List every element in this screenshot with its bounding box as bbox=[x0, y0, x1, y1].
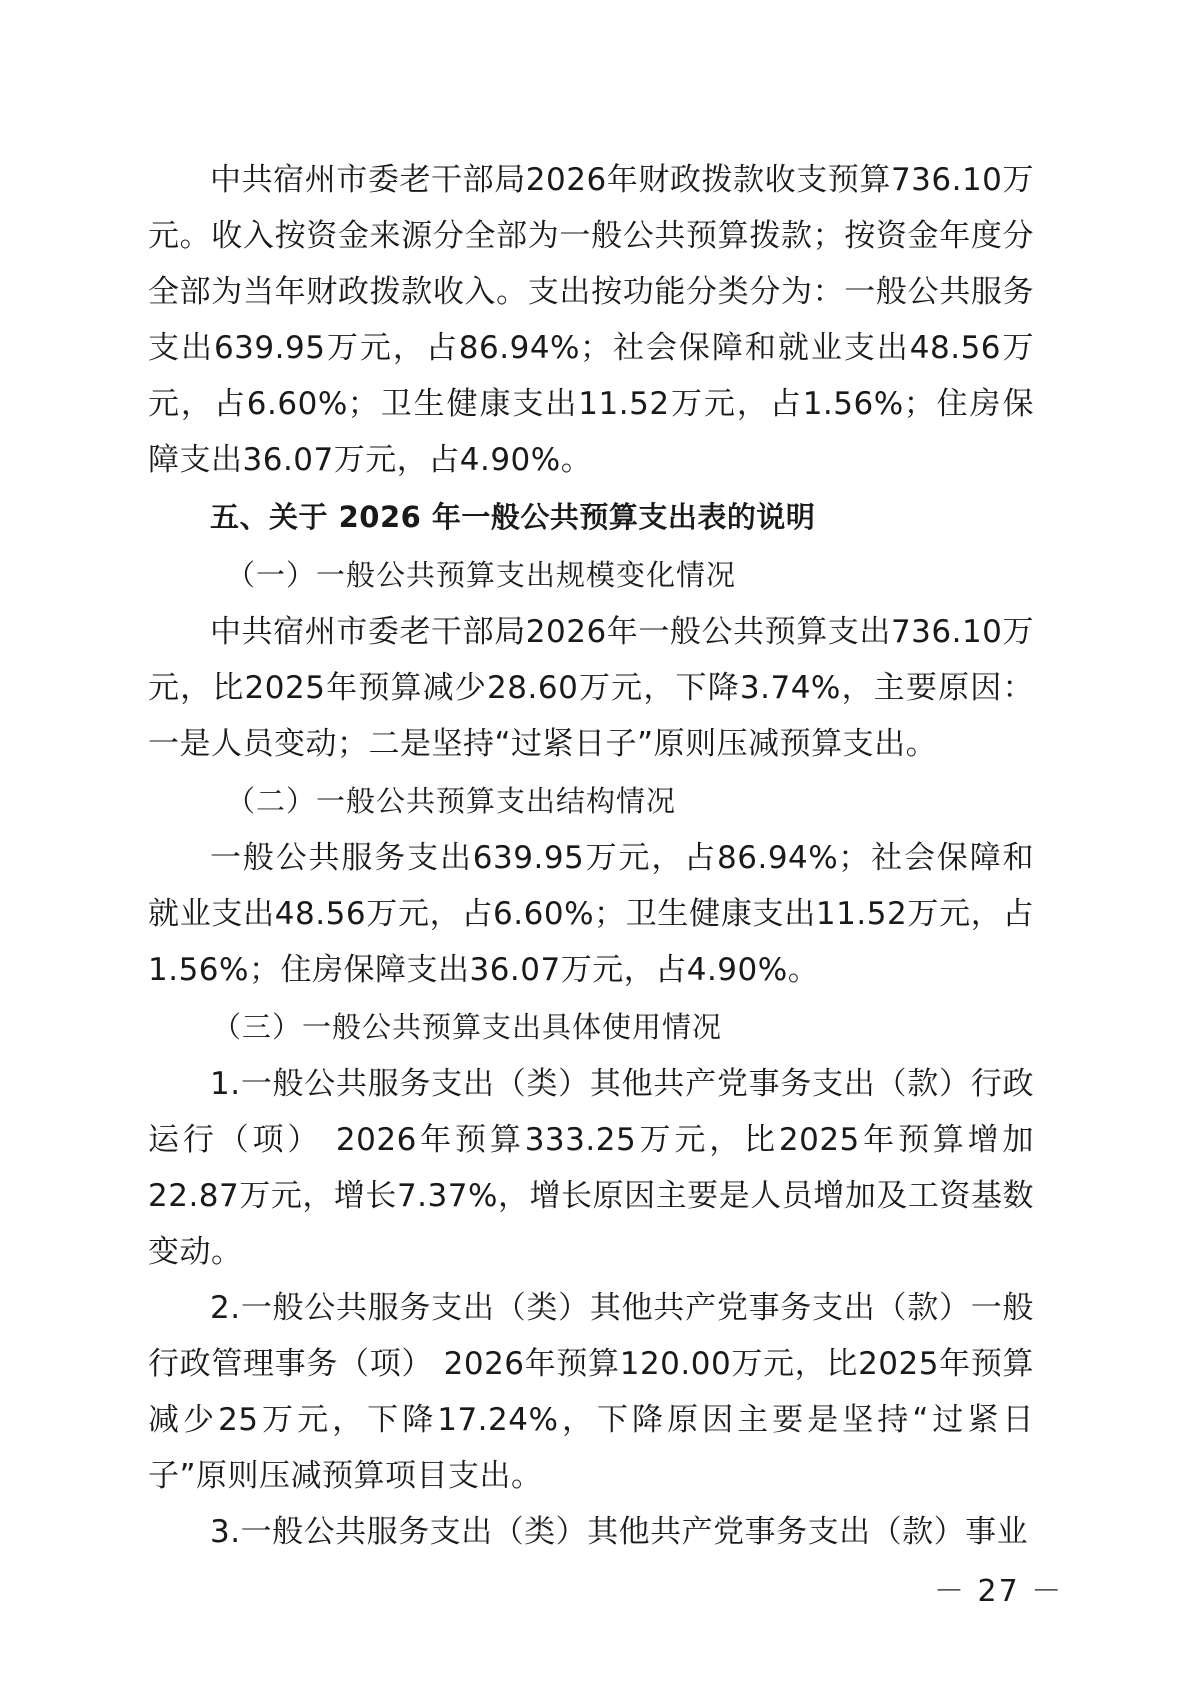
paragraph-usage-item-1: 1.一般公共服务支出（类）其他共产党事务支出（款）行政运行（项） 2026年预算333.25万元，比2025年预算增加22.87万元，增长7.37%，增长原因主要是人员增加及工资基数变动。 bbox=[148, 1066, 1034, 1270]
paragraph-budget-summary: 中共宿州市委老干部局2026年财政拨款收支预算736.10万元。收入按资金来源分全部为一般公共预算拨款；按资金年度分全部为当年财政拨款收入。支出按功能分类分为：一般公共服务支出639.95万元，占86.94%；社会保障和就业支出48.56万元，占6.60%；卫生健康支出11.52万元，占1.56%；住房保障支出36.07万元，占4.90%。 bbox=[148, 162, 1034, 478]
paragraph-structure: 一般公共服务支出639.95万元，占86.94%；社会保障和就业支出48.56万元，占6.60%；卫生健康支出11.52万元，占1.56%；住房保障支出36.07万元，占4.90%。 bbox=[148, 840, 1034, 988]
page-content bbox=[148, 152, 1034, 1560]
subheading-usage: （三）一般公共预算支出具体使用情况 bbox=[212, 1010, 723, 1044]
paragraph-usage-item-2: 2.一般公共服务支出（类）其他共产党事务支出（款）一般行政管理事务（项） 2026年预算120.00万元，比2025年预算减少25万元，下降17.24%，下降原因主要是坚持“过紧日子”原则压减预算项目支出。 bbox=[148, 1290, 1034, 1494]
paragraph-usage-item-3: 3.一般公共服务支出（类）其他共产党事务支出（款）事业 bbox=[210, 1514, 1029, 1550]
subheading-scale-change: （一）一般公共预算支出规模变化情况 bbox=[226, 558, 737, 592]
page-number: － 27 － bbox=[934, 1574, 1064, 1609]
subheading-structure: （二）一般公共预算支出结构情况 bbox=[226, 784, 677, 818]
section-heading-5: 五、关于 2026 年一般公共预算支出表的说明 bbox=[210, 500, 816, 534]
paragraph-scale-change: 中共宿州市委老干部局2026年一般公共预算支出736.10万元，比2025年预算减少28.60万元，下降3.74%，主要原因：一是人员变动；二是坚持“过紧日子”原则压减预算支出。 bbox=[148, 614, 1034, 762]
